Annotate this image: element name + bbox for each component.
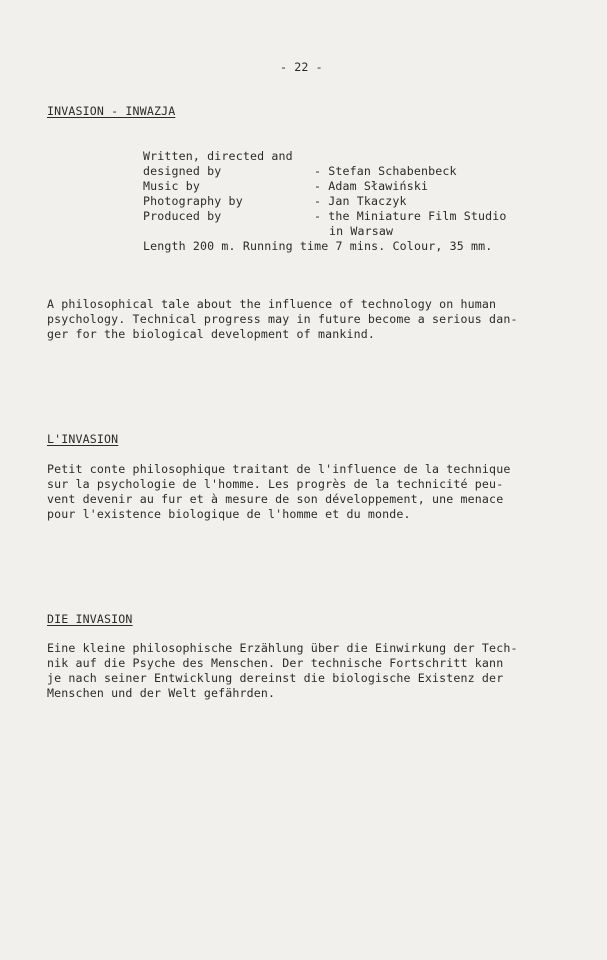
credit-produced-label: Produced by	[143, 209, 222, 223]
credit-photography-label: Photography by	[143, 194, 243, 208]
english-body-line: psychology. Technical progress may in future become a serious dan-	[47, 312, 518, 326]
section-heading-german: DIE INVASION	[47, 612, 133, 626]
credit-music-label: Music by	[143, 179, 201, 193]
french-body-line: pour l'existence biologique de l'homme et du monde.	[47, 507, 411, 521]
english-body-line: ger for the biological development of mankind.	[47, 327, 375, 341]
german-body-line: Menschen und der Welt gefährden.	[47, 686, 276, 700]
credit-designed-label: designed by	[143, 164, 222, 178]
section-heading-french: L'INVASION	[47, 432, 119, 446]
french-body-line: vent devenir au fur et à mesure de son développement, une menace	[47, 492, 504, 506]
credit-produced-value: - the Miniature Film Studio	[314, 209, 507, 223]
credit-music-value: - Adam Sławiński	[314, 179, 429, 193]
french-body-line: Petit conte philosophique traitant de l'influence de la technique	[47, 462, 511, 476]
credit-photography-value: - Jan Tkaczyk	[314, 194, 407, 208]
french-body-line: sur la psychologie de l'homme. Les progrès de la technicité peu-	[47, 477, 504, 491]
page-number: - 22 -	[280, 60, 323, 74]
german-body-line: Eine kleine philosophische Erzählung über die Einwirkung der Tech-	[47, 641, 518, 655]
german-body-line: nik auf die Psyche des Menschen. Der technische Fortschritt kann	[47, 656, 504, 670]
credit-designed-value: - Stefan Schabenbeck	[314, 164, 457, 178]
credit-produced-value-cont: in Warsaw	[329, 224, 394, 238]
english-body-line: A philosophical tale about the influence of technology on human	[47, 297, 497, 311]
section-heading-english: INVASION - INWAZJA	[47, 104, 176, 118]
german-body-line: je nach seiner Entwicklung dereinst die biologische Existenz der	[47, 671, 504, 685]
credit-length-line: Length 200 m. Running time 7 mins. Colour, 35 mm.	[143, 239, 493, 253]
credit-written-label: Written, directed and	[143, 149, 293, 163]
